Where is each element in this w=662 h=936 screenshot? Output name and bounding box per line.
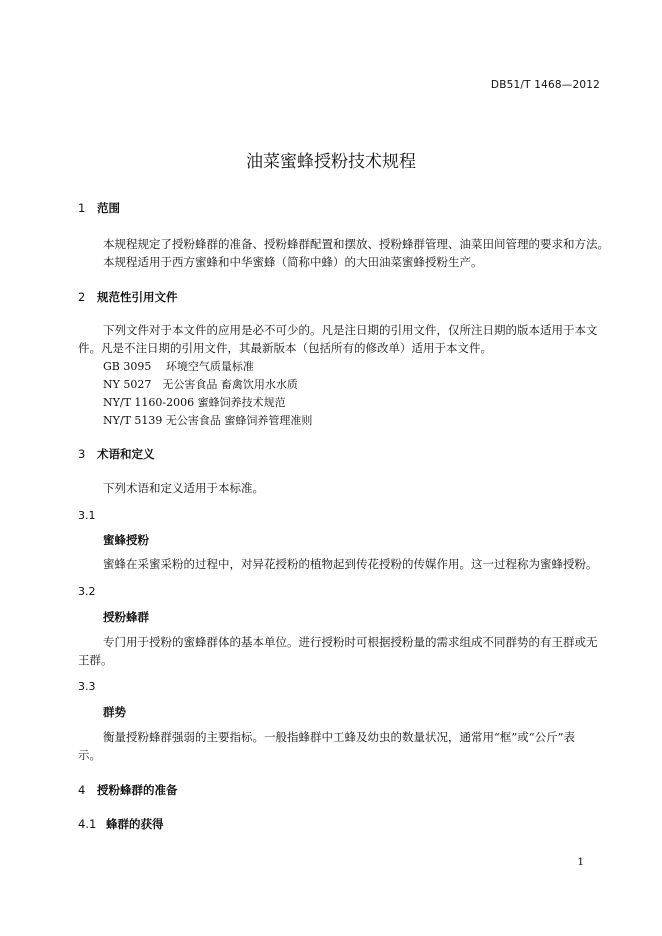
section-title: 范围 (97, 201, 120, 215)
reference-item: GB 3095 环境空气质量标准 (103, 360, 254, 373)
term-definition: 王群。 (78, 653, 113, 667)
subsection-title: 蜂群的获得 (106, 817, 164, 831)
section-3-heading (78, 446, 155, 462)
section-title: 术语和定义 (97, 447, 155, 461)
reference-item: NY 5027 无公害食品 畜禽饮用水水质 (103, 378, 298, 391)
section-number: 2 (78, 290, 86, 304)
reference-item: NY/T 1160-2006 蜜蜂饲养技术规范 (103, 396, 286, 409)
term-number: 3.1 (78, 509, 96, 522)
section-4-heading (78, 782, 178, 798)
paragraph: 本规程适用于西方蜜蜂和中华蜜蜂（简称中蜂）的大田油菜蜜蜂授粉生产。 (103, 255, 483, 269)
term-definition: 专门用于授粉的蜜蜂群体的基本单位。进行授粉时可根据授粉量的需求组成不同群势的有王群或无 (103, 635, 598, 649)
document-title: 油菜蜜蜂授粉技术规程 (246, 152, 416, 172)
paragraph-line: 下列文件对于本文件的应用是必不可少的。凡是注日期的引用文件，仅所注日期的版本适用于本文 (103, 323, 598, 337)
subsection-4-1-heading (78, 816, 164, 832)
section-number: 1 (78, 201, 86, 215)
term-definition: 示。 (78, 748, 101, 762)
paragraph: 本规程规定了授粉蜂群的准备、授粉蜂群配置和摆放、授粉蜂群管理、油菜田间管理的要求和方法。 (103, 237, 609, 251)
section-number: 4 (78, 783, 86, 797)
term-name: 蜜蜂授粉 (103, 533, 149, 547)
term-name: 授粉蜂群 (103, 610, 149, 624)
section-number: 3 (78, 447, 86, 461)
section-2-heading (78, 289, 178, 305)
page-number: 1 (577, 856, 584, 868)
section-title: 规范性引用文件 (97, 290, 178, 304)
term-name: 群势 (103, 705, 126, 719)
paragraph-line: 件。凡是不注日期的引用文件，其最新版本（包括所有的修改单）适用于本文件。 (78, 341, 492, 355)
paragraph: 下列术语和定义适用于本标准。 (103, 481, 264, 495)
reference-item: NY/T 5139 无公害食品 蜜蜂饲养管理准则 (103, 414, 313, 427)
term-definition: 蜜蜂在采蜜采粉的过程中，对异花授粉的植物起到传花授粉的传媒作用。这一过程称为蜜蜂授粉。 (103, 557, 598, 571)
term-number: 3.3 (78, 680, 96, 693)
term-number: 3.2 (78, 585, 96, 598)
section-title: 授粉蜂群的准备 (97, 783, 178, 797)
document-code: DB51/T 1468—2012 (490, 79, 600, 91)
section-1-heading (78, 200, 120, 216)
term-definition: 衡量授粉蜂群强弱的主要指标。一般指蜂群中工蜂及幼虫的数量状况，通常用“框”或“公斤”表 (103, 730, 576, 744)
subsection-number: 4.1 (78, 817, 97, 831)
